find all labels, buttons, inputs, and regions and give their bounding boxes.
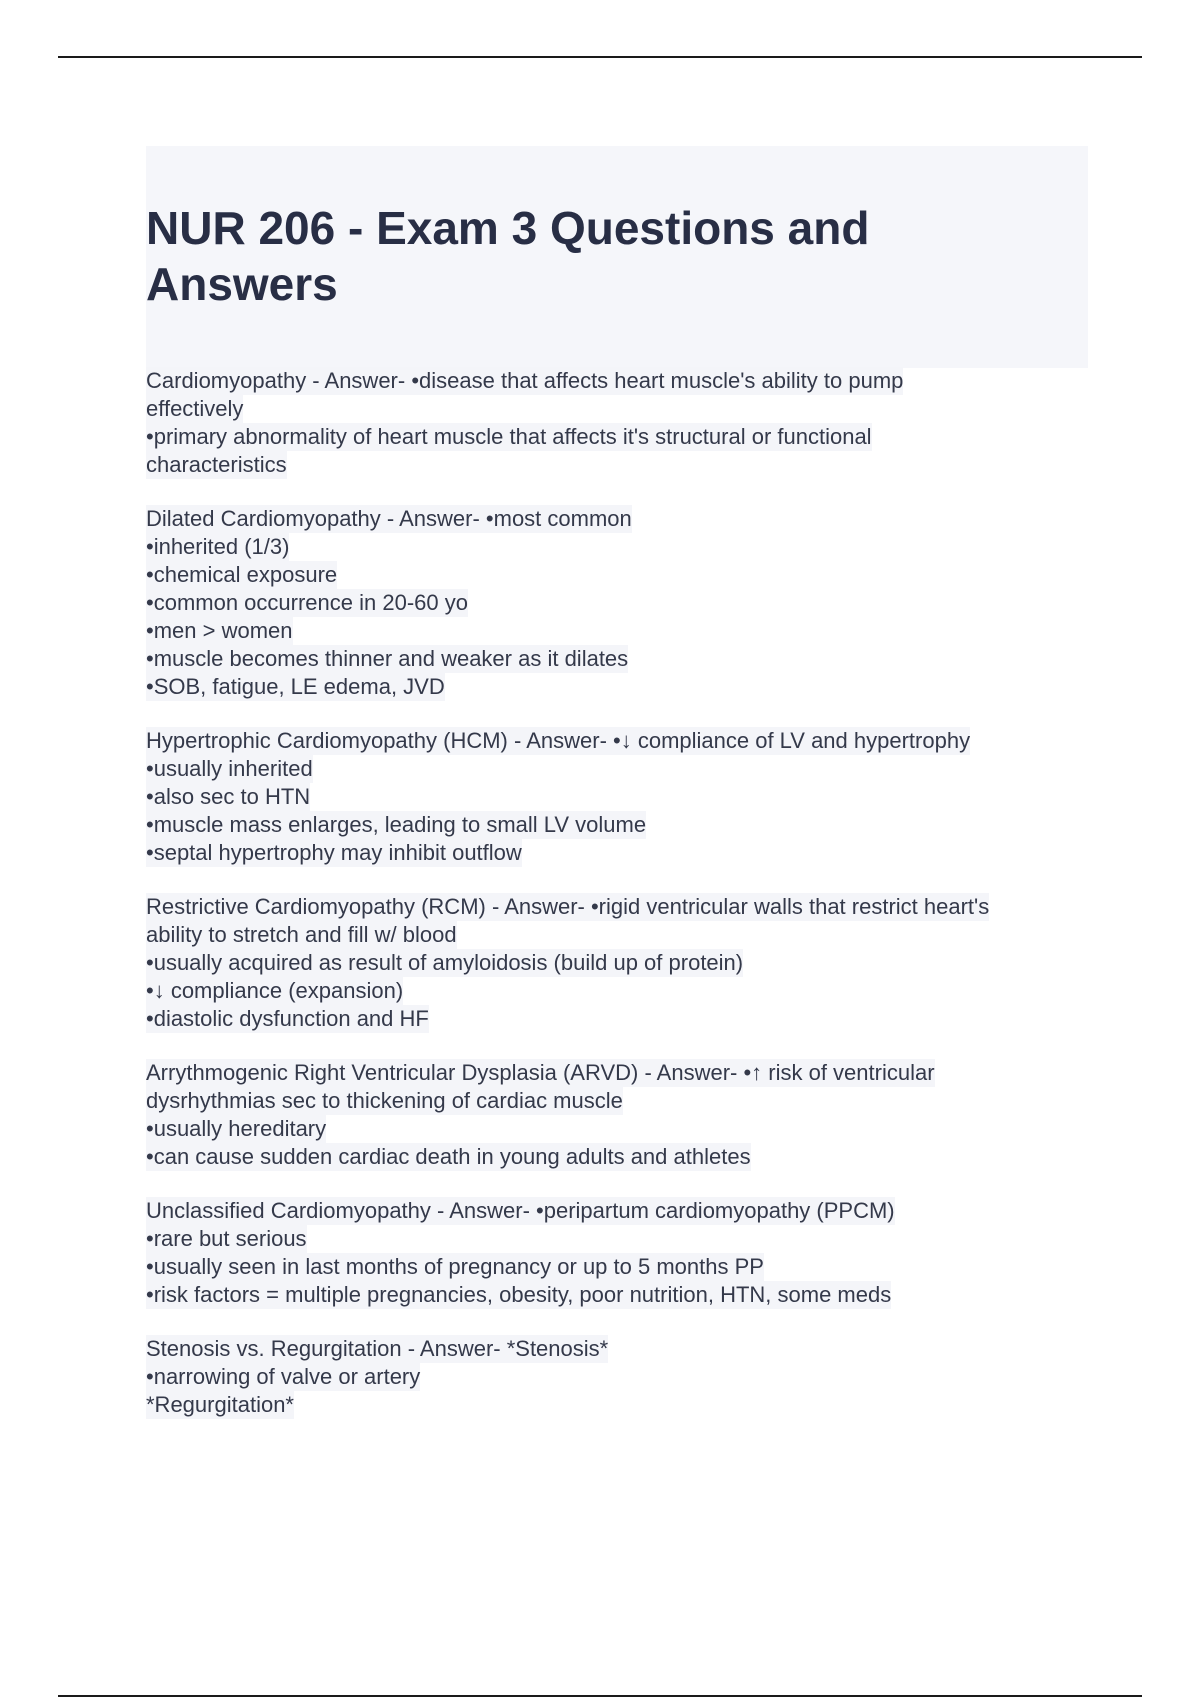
entry-line: Hypertrophic Cardiomyopathy (HCM) - Answer- •↓ compliance of LV and hypertrophy [146,728,971,753]
entry-line: •usually hereditary [146,1116,327,1141]
entry-line: ability to stretch and fill w/ blood [146,922,457,947]
top-rule [58,56,1142,58]
entry-line: *Regurgitation* [146,1392,294,1417]
entry-line: •can cause sudden cardiac death in young adults and athletes [146,1144,751,1169]
bottom-rule [58,1695,1142,1697]
entry-line: dysrhythmias sec to thickening of cardiac muscle [146,1088,623,1113]
entry-line: Restrictive Cardiomyopathy (RCM) - Answer- •rigid ventricular walls that restrict heart's [146,894,990,919]
entry-line: •muscle mass enlarges, leading to small LV volume [146,812,647,837]
entry-line: •chemical exposure [146,562,338,587]
qa-entry-unclassified [146,1197,1106,1309]
entry-line: •primary abnormality of heart muscle that affects it's structural or functional [146,424,872,449]
entry-line: •also sec to HTN [146,784,311,809]
entry-line: Arrythmogenic Right Ventricular Dysplasia (ARVD) - Answer- •↑ risk of ventricular [146,1060,935,1085]
entry-line: •men > women [146,618,293,643]
entry-line: •usually seen in last months of pregnancy or up to 5 months PP [146,1254,764,1279]
entry-line: effectively [146,396,244,421]
entry-line: •risk factors = multiple pregnancies, obesity, poor nutrition, HTN, some meds [146,1282,892,1307]
entry-line: •inherited (1/3) [146,534,290,559]
qa-entry-arvd [146,1059,1106,1171]
entry-line: Stenosis vs. Regurgitation - Answer- *Stenosis* [146,1336,609,1361]
qa-list [146,367,1106,1445]
entry-line: Unclassified Cardiomyopathy - Answer- •peripartum cardiomyopathy (PPCM) [146,1198,895,1223]
entry-line: characteristics [146,452,287,477]
qa-entry-cardiomyopathy [146,367,1106,479]
entry-line: •common occurrence in 20-60 yo [146,590,468,615]
entry-line: Cardiomyopathy - Answer- •disease that affects heart muscle's ability to pump [146,368,904,393]
entry-line: •septal hypertrophy may inhibit outflow [146,840,522,865]
document-title: NUR 206 - Exam 3 Questions and Answers [146,202,870,310]
qa-entry-dilated [146,505,1106,701]
entry-line: •muscle becomes thinner and weaker as it dilates [146,646,629,671]
entry-line: •diastolic dysfunction and HF [146,1006,429,1031]
entry-line: •↓ compliance (expansion) [146,978,404,1003]
entry-line: •narrowing of valve or artery [146,1364,421,1389]
entry-line: •rare but serious [146,1226,307,1251]
entry-line: Dilated Cardiomyopathy - Answer- •most common [146,506,632,531]
entry-line: •usually acquired as result of amyloidosis (build up of protein) [146,950,744,975]
entry-line: •SOB, fatigue, LE edema, JVD [146,674,445,699]
entry-line: •usually inherited [146,756,313,781]
qa-entry-stenosis-regurgitation [146,1335,1106,1419]
qa-entry-hypertrophic [146,727,1106,867]
qa-entry-restrictive [146,893,1106,1033]
